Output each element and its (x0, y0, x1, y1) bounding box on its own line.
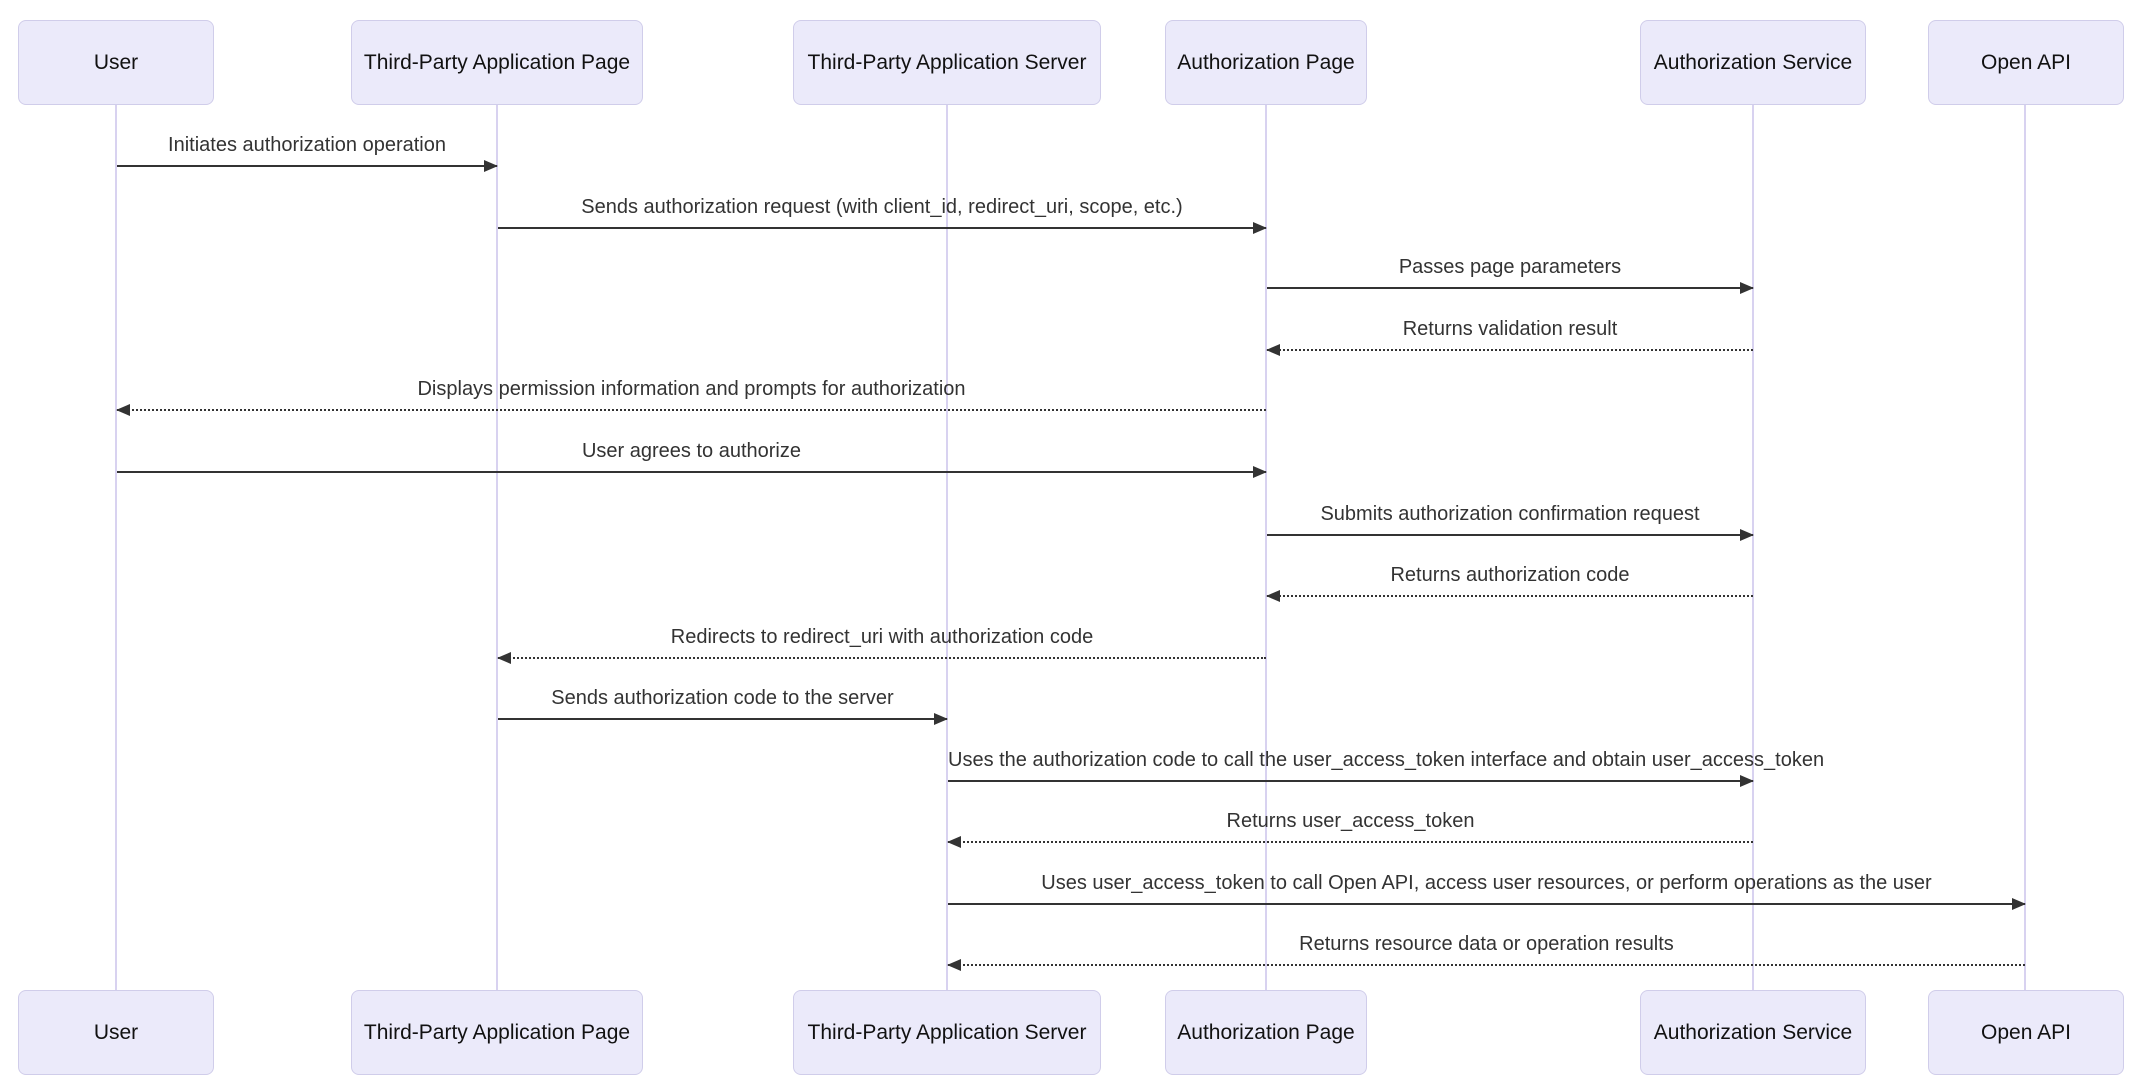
actor-bottom-third-party-application-page (351, 990, 643, 1075)
message-line (948, 903, 2025, 905)
arrowhead-right-icon (1740, 529, 1754, 541)
lifeline-open-api (2024, 105, 2026, 990)
actor-bottom-authorization-page (1165, 990, 1367, 1075)
message-line (1267, 349, 1753, 351)
arrowhead-right-icon (1740, 775, 1754, 787)
arrowhead-left-icon (1266, 590, 1280, 602)
actor-label: Authorization Page (1177, 50, 1355, 74)
message-label: Redirects to redirect_uri with authorization code (670, 626, 1094, 648)
message-label: Initiates authorization operation (168, 134, 446, 156)
arrowhead-right-icon (1740, 282, 1754, 294)
lifeline-user (115, 105, 117, 990)
message-label: User agrees to authorize (581, 440, 801, 462)
message-line (948, 841, 1753, 843)
arrowhead-left-icon (116, 404, 130, 416)
arrowhead-left-icon (1266, 344, 1280, 356)
message-line (1267, 534, 1753, 536)
message-8 (1267, 563, 1753, 597)
message-label: Displays permission information and prompts for authorization (417, 378, 966, 400)
message-line (948, 780, 1753, 782)
message-13 (948, 871, 2025, 905)
message-5 (117, 377, 1266, 411)
message-4 (1267, 317, 1753, 351)
actor-bottom-open-api (1928, 990, 2124, 1075)
actor-top-authorization-page (1165, 20, 1367, 105)
lifeline-authorization-page (1265, 105, 1267, 990)
message-line (117, 409, 1266, 411)
actor-label: Authorization Service (1653, 1020, 1853, 1044)
actor-bottom-user (18, 990, 214, 1075)
actor-top-third-party-application-server (793, 20, 1101, 105)
actor-top-user (18, 20, 214, 105)
message-line (498, 657, 1266, 659)
message-line (117, 471, 1266, 473)
message-label: Returns authorization code (1390, 564, 1630, 586)
message-label: Returns validation result (1402, 318, 1618, 340)
actor-label: Open API (1981, 1020, 2071, 1044)
message-label: Uses the authorization code to call the user_access_token interface and obtain user_access_token (948, 749, 1825, 771)
message-3 (1267, 255, 1753, 289)
lifeline-third-party-application-page (496, 105, 498, 990)
message-line (498, 718, 947, 720)
lifeline-authorization-service (1752, 105, 1754, 990)
arrowhead-right-icon (1253, 466, 1267, 478)
actor-label: Third-Party Application Page (363, 1020, 631, 1044)
message-11 (948, 748, 1825, 782)
message-line (498, 227, 1266, 229)
actor-top-authorization-service (1640, 20, 1866, 105)
arrowhead-left-icon (947, 836, 961, 848)
actor-label: Third-Party Application Server (807, 50, 1087, 74)
actor-label: Third-Party Application Server (807, 1020, 1087, 1044)
actor-bottom-authorization-service (1640, 990, 1866, 1075)
arrowhead-right-icon (1253, 222, 1267, 234)
message-label: Submits authorization confirmation request (1320, 503, 1700, 525)
message-label: Sends authorization request (with client_id, redirect_uri, scope, etc.) (581, 196, 1183, 218)
arrowhead-right-icon (2012, 898, 2026, 910)
message-label: Returns resource data or operation results (1299, 933, 1674, 955)
message-line (1267, 595, 1753, 597)
actor-top-open-api (1928, 20, 2124, 105)
message-line (1267, 287, 1753, 289)
lifeline-third-party-application-server (946, 105, 948, 990)
arrowhead-right-icon (934, 713, 948, 725)
message-2 (498, 195, 1266, 229)
message-label: Sends authorization code to the server (551, 687, 894, 709)
message-6 (117, 439, 1266, 473)
actor-label: Open API (1981, 50, 2071, 74)
message-line (948, 964, 2025, 966)
message-label: Passes page parameters (1398, 256, 1622, 278)
message-label: Returns user_access_token (1226, 810, 1475, 832)
actor-label: User (93, 50, 139, 74)
actor-top-third-party-application-page (351, 20, 643, 105)
arrowhead-left-icon (497, 652, 511, 664)
message-line (117, 165, 497, 167)
actor-bottom-third-party-application-server (793, 990, 1101, 1075)
arrowhead-left-icon (947, 959, 961, 971)
message-14 (948, 932, 2025, 966)
arrowhead-right-icon (484, 160, 498, 172)
actor-label: Third-Party Application Page (363, 50, 631, 74)
actor-label: User (93, 1020, 139, 1044)
message-10 (498, 686, 947, 720)
message-1 (117, 133, 497, 167)
actor-label: Authorization Service (1653, 50, 1853, 74)
message-label: Uses user_access_token to call Open API, access user resources, or perform operations as the user (1041, 872, 1932, 894)
message-7 (1267, 502, 1753, 536)
actor-label: Authorization Page (1177, 1020, 1355, 1044)
message-12 (948, 809, 1753, 843)
message-9 (498, 625, 1266, 659)
